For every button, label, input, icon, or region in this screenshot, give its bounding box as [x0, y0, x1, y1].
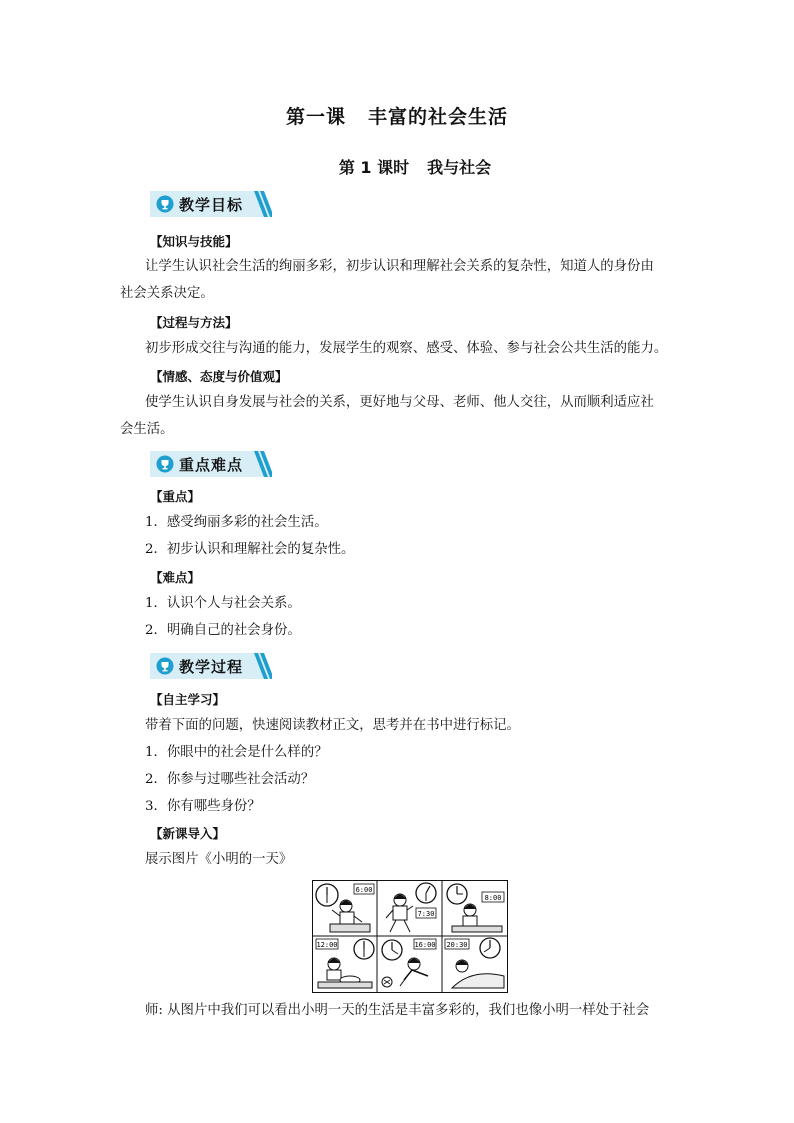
list-item: 3．你有哪些身份？ — [145, 799, 261, 814]
time-label: 12:00 — [316, 941, 338, 949]
time-label: 20:30 — [446, 941, 468, 949]
picture-caption: 展示图片《小明的一天》 — [145, 852, 293, 867]
list-item: 2．你参与过哪些社会活动？ — [145, 772, 315, 787]
list-item: 2．初步认识和理解社会的复杂性。 — [145, 542, 355, 557]
self-study-intro: 带着下面的问题，快速阅读教材正文，思考并在书中进行标记。 — [145, 718, 520, 733]
comic-strip-illustration — [312, 880, 508, 993]
emotion-label: 【情感、态度与价值观】 — [150, 369, 288, 384]
time-label: 16:00 — [414, 941, 436, 949]
knowledge-label: 【知识与技能】 — [150, 234, 238, 249]
title-topic: 丰富的社会生活 — [368, 106, 509, 128]
section-heading-label: 教学过程 — [179, 658, 244, 676]
key-label: 【重点】 — [150, 489, 201, 504]
title-main: 第一课 — [285, 106, 346, 128]
emotion-text-2: 会生活。 — [120, 422, 174, 437]
subtitle-topic: 我与社会 — [427, 158, 492, 177]
knowledge-text-2: 社会关系决定。 — [120, 286, 214, 301]
section-heading-goals — [150, 191, 272, 217]
page-subtitle — [0, 155, 794, 178]
emotion-text-1: 使学生认识自身发展与社会的关系，更好地与父母、老师、他人交往，从而顺利适应社 — [145, 395, 654, 410]
section-heading-process — [150, 653, 272, 679]
section-heading-keypoints — [150, 451, 272, 477]
time-label: 6:00 — [355, 886, 373, 894]
time-label: 7:30 — [417, 910, 435, 918]
list-item: 1．感受绚丽多彩的社会生活。 — [145, 515, 328, 530]
page-title — [0, 102, 794, 129]
list-item: 1．认识个人与社会关系。 — [145, 596, 301, 611]
process-text-1: 初步形成交往与沟通的能力，发展学生的观察、感受、体验、参与社会公共生活的能力。 — [145, 341, 668, 356]
process-label: 【过程与方法】 — [150, 315, 238, 330]
teacher-text: 师: 从图片中我们可以看出小明一天的生活是丰富多彩的，我们也像小明一样处于社会 — [145, 1003, 650, 1018]
subtitle-lesson: 第 1 课时 — [338, 158, 410, 177]
difficult-label: 【难点】 — [150, 570, 201, 585]
section-heading-label: 重点难点 — [179, 456, 244, 474]
section-heading-label: 教学目标 — [179, 196, 244, 214]
list-item: 1．你眼中的社会是什么样的？ — [145, 745, 328, 760]
self-study-label: 【自主学习】 — [150, 692, 226, 707]
time-label: 8:00 — [484, 894, 502, 902]
knowledge-text-1: 让学生认识社会生活的绚丽多彩，初步认识和理解社会关系的复杂性，知道人的身份由 — [145, 259, 654, 274]
list-item: 2．明确自己的社会身份。 — [145, 623, 301, 638]
new-lesson-label: 【新课导入】 — [150, 826, 226, 841]
